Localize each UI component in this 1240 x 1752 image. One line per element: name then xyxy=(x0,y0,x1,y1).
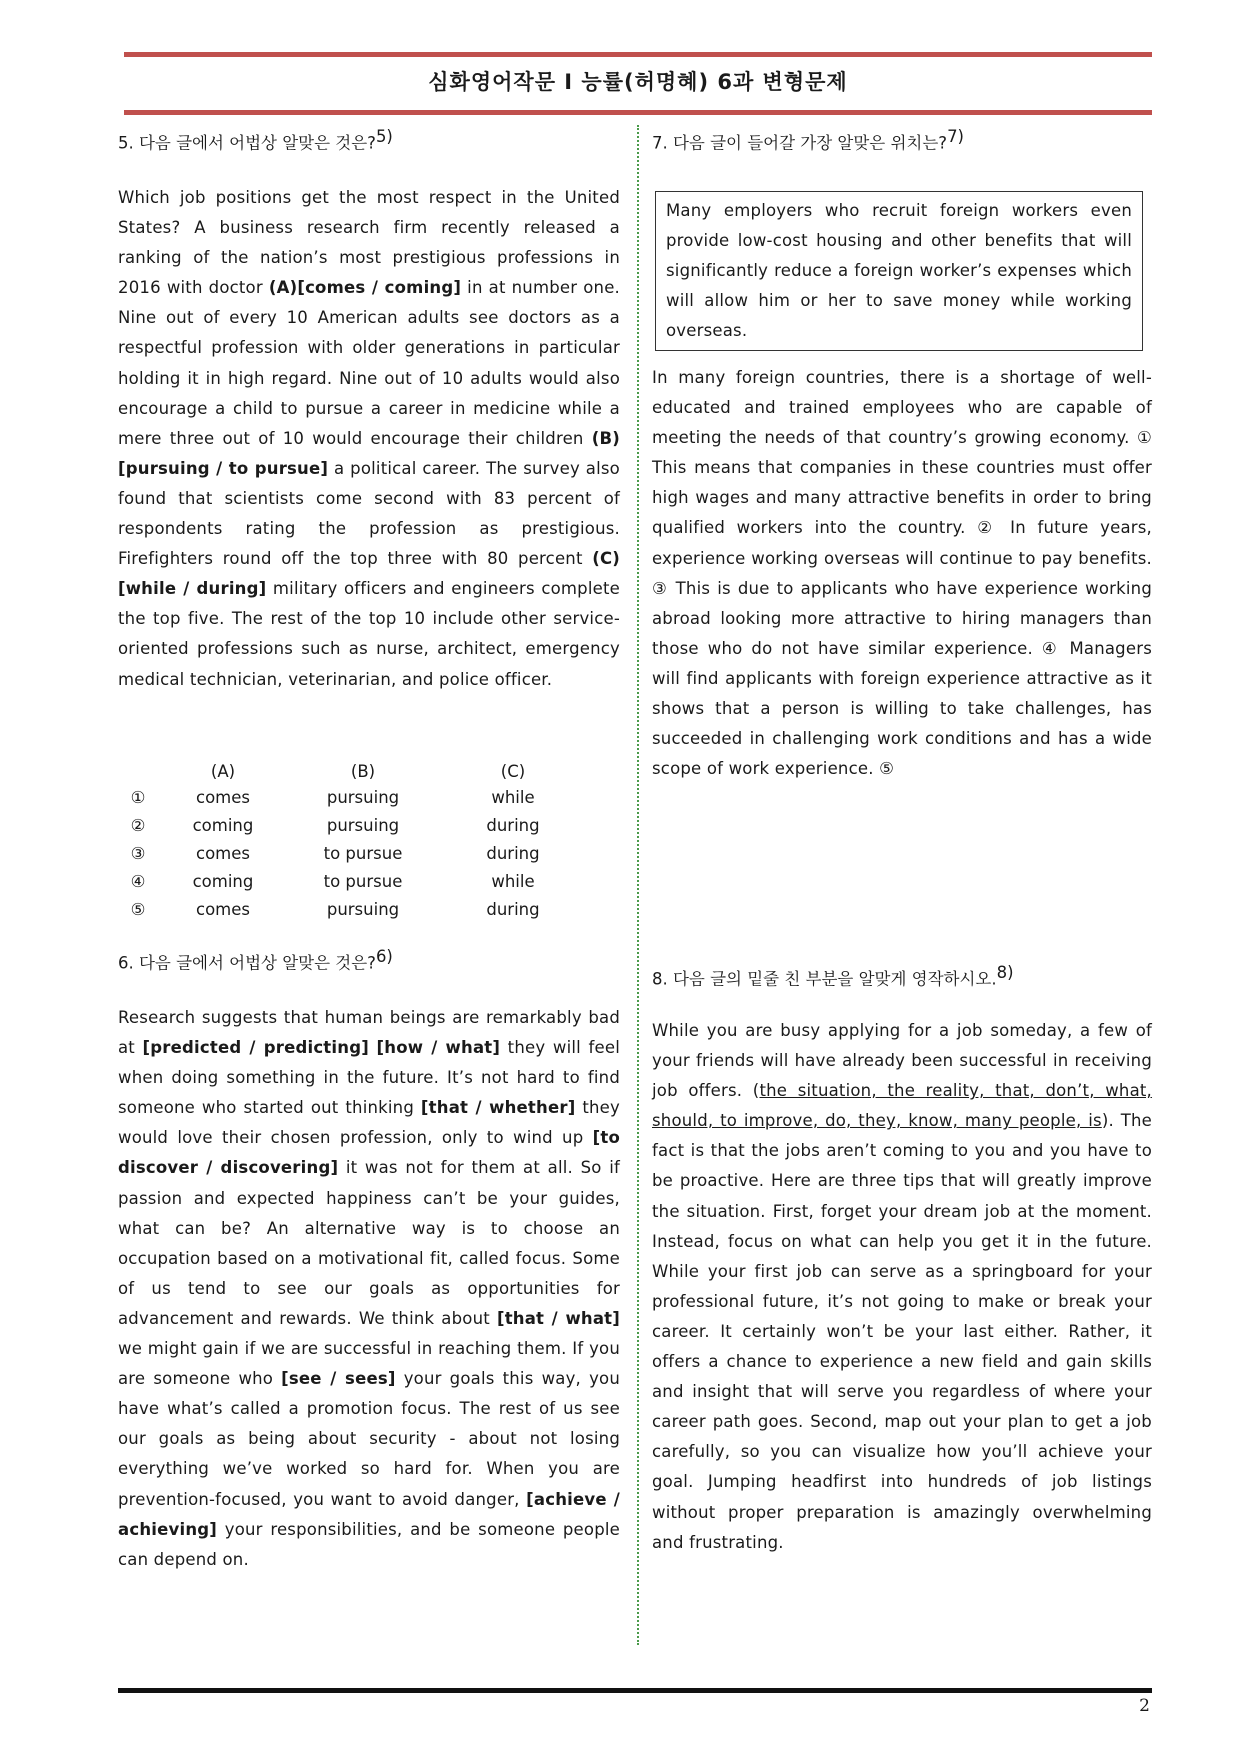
choice-bracket: [to discover / discovering] xyxy=(118,1128,620,1178)
choice-a: (A)[comes / coming] xyxy=(268,278,462,298)
footnote-ref: 8) xyxy=(996,963,1014,982)
underlined-words: the situation, the reality, that, don’t, what, should, to improve, do, they, know, many people, is xyxy=(652,1081,1153,1131)
table-row: ② coming pursuing during xyxy=(130,816,540,835)
page-number: 2 xyxy=(1139,1696,1150,1716)
column-header: (C) xyxy=(500,762,526,781)
header-bottom-rule xyxy=(124,110,1152,115)
question-7-passage: In many foreign countries, there is a shortage of well-educated and trained employees who are capable of meeting the needs of that country’s growing economy. ① This means that companies in these countries must offer high wages and many attractive benefits in order to bring qualified workers into the country. ② In future years, experience working overseas will continue to pay benefits. ③ This is due to applicants who have experience working abroad looking more attractive to hiring managers than those who do not have similar experience. ④ Managers will find applicants with foreign experience attractive as it shows that a person is willing to take challenges, has succeeded in challenging work conditions and has a wide scope of work experience. ⑤ xyxy=(652,368,1152,779)
question-8-title: 8. 다음 글의 밑줄 친 부분을 알맞게 영작하시오.$^{8)}$ xyxy=(652,963,1014,989)
choice-c: (C)[while / during] xyxy=(118,549,620,599)
question-6-passage: Research suggests that human beings are remarkably bad at [predicted / predicting] [how / what] they will feel when doing something in the future. It’s not hard to find someone who started out thinking [that / whether] they would love their chosen profession, only to wind up [to discover / discovering] it was not for them at all. So if passion and expected happiness can’t be your guides, what can be? An alternative way is to choose an occupation based on a motivational fit, called focus. Some of us tend to see our goals as opportunities for advancement and rewards. We think about [that / what] we might gain if we are successful in reaching them. If you are someone who [see / sees] your goals this way, you have what’s called a promotion focus. The rest of us see our goals as being about security - about not losing everything we’ve worked so hard for. When you are prevention-focused, you want to avoid danger, [achieve / achieving] your responsibilities, and be someone people can depend on. xyxy=(118,1008,621,1569)
table-header-row xyxy=(118,760,588,784)
question-6-title: 6. 다음 글에서 어법상 알맞은 것은?$^{6)}$ xyxy=(118,947,393,973)
footnote-ref: 6) xyxy=(375,947,393,966)
choice-b: (B)[pursuing / to pursue] xyxy=(118,428,620,478)
question-8-passage: While you are busy applying for a job someday, a few of your friends will have already been successful in receiving job offers. (the situation, the reality, that, don’t, what, should, to improve, do, they, know, many people, is). The fact is that the jobs aren’t coming to you and you have to be proactive. Here are three tips that will greatly improve the situation. First, forget your dream job at the moment. Instead, focus on what can help you get it in the future. While your first job can serve as a springboard for your professional future, it’s not going to make or break your career. It certainly won’t be your last either. Rather, it offers a chance to experience a new field and gain skills and insight that will serve you regardless of where your career path goes. Second, map out your plan to get a job carefully, so you can visualize how you’ll achieve your goal. Jumping headfirst into hundreds of job listings without proper preparation is amazingly overwhelming and frustrating. xyxy=(652,1021,1153,1552)
choice-bracket: [predicted / predicting] xyxy=(142,1038,369,1058)
footer-rule xyxy=(118,1688,1152,1693)
table-row: ⑤ comes pursuing during xyxy=(130,900,540,919)
question-7-title: 7. 다음 글이 들어갈 가장 알맞은 위치는?$^{7)}$ xyxy=(652,127,964,153)
table-row: ④ coming to pursue while xyxy=(130,872,535,891)
table-row: ① comes pursuing while xyxy=(130,788,535,807)
choice-bracket: [achieve / achieving] xyxy=(118,1489,620,1539)
footnote-ref: 7) xyxy=(947,127,964,146)
column-divider xyxy=(637,125,639,1645)
table-row: ③ comes to pursue during xyxy=(130,844,540,863)
column-header: (A) xyxy=(210,762,236,781)
choice-bracket: [see / sees] xyxy=(281,1369,396,1389)
insert-sentence-box: Many employers who recruit foreign workers even provide low-cost housing and other benefits that will significantly reduce a foreign worker’s expenses which will allow him or her to save money while working overseas. xyxy=(655,191,1143,351)
footnote-ref: 5) xyxy=(375,127,393,146)
question-5-passage: Which job positions get the most respect in the United States? A business research firm recently released a ranking of the nation’s most prestigious professions in 2016 with doctor (A)[comes / coming] in at number one. Nine out of every 10 American adults see doctors as a respectful profession with older generations in particular holding it in high regard. Nine out of 10 adults would also encourage a child to pursue a career in medicine while a mere three out of 10 would encourage their children (B)[pursuing / to pursue] a political career. The survey also found that scientists come second with 83 percent of respondents rating the profession as prestigious. Firefighters round off the top three with 80 percent (C)[while / during] military officers and engineers complete the top five. The rest of the top 10 include other service-oriented professions such as nurse, architect, emergency medical technician, veterinarian, and police officer. xyxy=(118,188,621,689)
header-top-rule xyxy=(124,52,1152,57)
choice-bracket: [that / what] xyxy=(496,1308,620,1328)
choice-bracket: [that / whether] xyxy=(420,1098,576,1118)
question-5-title: 5. 다음 글에서 어법상 알맞은 것은?$^{5)}$ xyxy=(118,127,393,153)
page-title: 심화영어작문 I 능률(허명혜) 6과 변형문제 xyxy=(428,70,848,94)
answer-choices-table xyxy=(118,760,588,924)
choice-bracket: [how / what] xyxy=(376,1038,501,1058)
column-header: (B) xyxy=(350,762,376,781)
